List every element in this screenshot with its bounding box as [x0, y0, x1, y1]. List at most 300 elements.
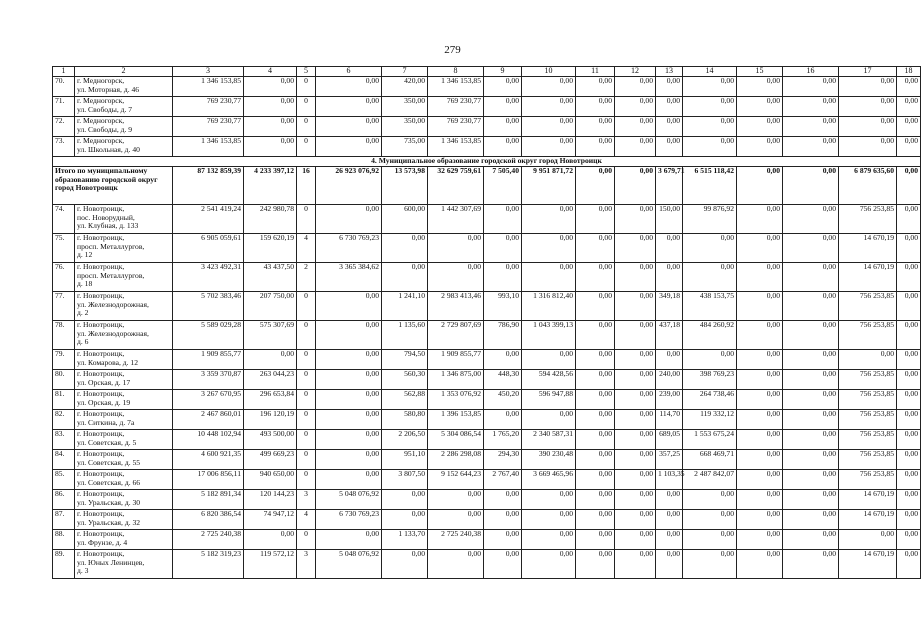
value-cell: 0,00	[897, 430, 921, 450]
value-cell: 17 006 856,11	[173, 470, 244, 490]
value-cell: 5 589 029,28	[173, 321, 244, 350]
value-cell: 2 983 413,46	[428, 292, 484, 321]
address-cell: г. Новотроицк, ул. Уральская, д. 32	[75, 510, 173, 530]
row-number: 79.	[53, 350, 75, 370]
value-cell: 993,10	[484, 292, 522, 321]
value-cell: 0,00	[897, 117, 921, 137]
value-cell: 0,00	[615, 430, 656, 450]
row-number: 70.	[53, 77, 75, 97]
column-header: 17	[839, 67, 897, 77]
value-cell: 0,00	[576, 550, 615, 579]
value-cell: 0,00	[897, 550, 921, 579]
value-cell: 0,00	[522, 97, 576, 117]
value-cell: 0,00	[428, 550, 484, 579]
value-cell: 0,00	[615, 470, 656, 490]
value-cell: 2 206,50	[382, 430, 428, 450]
address-cell: г. Новотроицк, ул. Комарова, д. 12	[75, 350, 173, 370]
value-cell: 0,00	[522, 550, 576, 579]
value-cell: 9 152 644,23	[428, 470, 484, 490]
value-cell: 4	[297, 234, 316, 263]
address-cell: г. Новотроицк, просп. Металлургов, д. 18	[75, 263, 173, 292]
value-cell: 119 332,12	[683, 410, 737, 430]
value-cell: 207 750,00	[244, 292, 297, 321]
value-cell: 0,00	[656, 77, 683, 97]
value-cell: 0,00	[737, 97, 783, 117]
value-cell: 0,00	[244, 117, 297, 137]
value-cell: 0,00	[615, 321, 656, 350]
value-cell: 14 670,19	[839, 234, 897, 263]
address-cell: г. Новотроицк, ул. Железнодорожная, д. 6	[75, 321, 173, 350]
value-cell: 0,00	[615, 350, 656, 370]
value-cell: 0,00	[737, 410, 783, 430]
value-cell: 0,00	[522, 137, 576, 157]
value-cell: 0,00	[783, 550, 839, 579]
value-cell: 6 730 769,23	[316, 510, 382, 530]
value-cell: 0	[297, 205, 316, 234]
value-cell: 0,00	[897, 205, 921, 234]
value-cell: 0,00	[484, 530, 522, 550]
value-cell: 0,00	[316, 97, 382, 117]
value-cell: 14 670,19	[839, 490, 897, 510]
value-cell: 1 133,70	[382, 530, 428, 550]
value-cell: 786,90	[484, 321, 522, 350]
value-cell: 756 253,85	[839, 321, 897, 350]
row-number: 89.	[53, 550, 75, 579]
column-header: 15	[737, 67, 783, 77]
value-cell: 0	[297, 350, 316, 370]
value-cell: 0,00	[484, 97, 522, 117]
address-cell: г. Новотроицк, ул. Юных Ленинцев, д. 3	[75, 550, 173, 579]
value-cell: 114,70	[656, 410, 683, 430]
value-cell: 0	[297, 77, 316, 97]
value-cell: 0,00	[839, 77, 897, 97]
row-number: 78.	[53, 321, 75, 350]
row-number: 83.	[53, 430, 75, 450]
column-header: 3	[173, 67, 244, 77]
value-cell: 0,00	[737, 205, 783, 234]
column-header: 13	[656, 67, 683, 77]
value-cell: 0,00	[522, 350, 576, 370]
value-cell: 0,00	[737, 292, 783, 321]
header-row	[53, 67, 921, 77]
value-cell: 0,00	[615, 292, 656, 321]
total-row	[53, 167, 921, 205]
value-cell: 0,00	[316, 390, 382, 410]
value-cell: 951,10	[382, 450, 428, 470]
value-cell: 0,00	[897, 97, 921, 117]
value-cell: 0,00	[783, 234, 839, 263]
register-table	[52, 66, 921, 579]
value-cell: 0,00	[897, 137, 921, 157]
value-cell: 0,00	[683, 350, 737, 370]
value-cell: 0,00	[522, 510, 576, 530]
address-cell: г. Новотроицк, ул. Уральская, д. 30	[75, 490, 173, 510]
value-cell: 4 600 921,35	[173, 450, 244, 470]
value-cell: 0,00	[522, 234, 576, 263]
value-cell: 0,00	[316, 205, 382, 234]
value-cell: 0,00	[656, 530, 683, 550]
value-cell: 350,00	[382, 117, 428, 137]
value-cell: 2 725 240,38	[173, 530, 244, 550]
value-cell: 562,88	[382, 390, 428, 410]
value-cell: 0,00	[656, 263, 683, 292]
value-cell: 159 620,19	[244, 234, 297, 263]
column-header: 6	[316, 67, 382, 77]
value-cell: 0,00	[316, 77, 382, 97]
value-cell: 0,00	[428, 510, 484, 530]
section-row	[53, 157, 921, 167]
value-cell: 0,00	[839, 117, 897, 137]
row-number: 72.	[53, 117, 75, 137]
total-value: 0,00	[576, 167, 615, 205]
value-cell: 0,00	[683, 550, 737, 579]
value-cell: 756 253,85	[839, 370, 897, 390]
value-cell: 0,00	[576, 530, 615, 550]
value-cell: 0,00	[576, 234, 615, 263]
value-cell: 0,00	[576, 263, 615, 292]
table-row	[53, 263, 921, 292]
value-cell: 756 253,85	[839, 430, 897, 450]
value-cell: 0,00	[737, 550, 783, 579]
value-cell: 3 365 384,62	[316, 263, 382, 292]
value-cell: 0,00	[897, 530, 921, 550]
value-cell: 99 876,92	[683, 205, 737, 234]
total-value: 3 679,71	[656, 167, 683, 205]
value-cell: 0,00	[615, 117, 656, 137]
value-cell: 0,00	[839, 137, 897, 157]
column-header: 10	[522, 67, 576, 77]
address-cell: г. Новотроицк, ул. Железнодорожная, д. 2	[75, 292, 173, 321]
value-cell: 0,00	[897, 350, 921, 370]
value-cell: 3	[297, 550, 316, 579]
value-cell: 0,00	[839, 350, 897, 370]
value-cell: 0	[297, 450, 316, 470]
value-cell: 1 043 399,13	[522, 321, 576, 350]
value-cell: 448,30	[484, 370, 522, 390]
value-cell: 0,00	[683, 490, 737, 510]
value-cell: 350,00	[382, 97, 428, 117]
value-cell: 0,00	[576, 292, 615, 321]
value-cell: 0,00	[316, 321, 382, 350]
value-cell: 0,00	[737, 390, 783, 410]
address-cell: г. Новотроицк, ул. Советская, д. 66	[75, 470, 173, 490]
value-cell: 0,00	[897, 510, 921, 530]
total-label: Итого по муниципальному образованию городской округ город Новотроицк	[53, 167, 173, 205]
value-cell: 484 260,92	[683, 321, 737, 350]
value-cell: 5 304 086,54	[428, 430, 484, 450]
value-cell: 0	[297, 321, 316, 350]
value-cell: 0,00	[737, 263, 783, 292]
total-value: 7 505,40	[484, 167, 522, 205]
value-cell: 0	[297, 430, 316, 450]
value-cell: 0,00	[316, 370, 382, 390]
value-cell: 1 316 812,40	[522, 292, 576, 321]
value-cell: 6 730 769,23	[316, 234, 382, 263]
value-cell: 2	[297, 263, 316, 292]
value-cell: 3	[297, 490, 316, 510]
value-cell: 0,00	[783, 263, 839, 292]
address-cell: г. Новотроицк, ул. Ситкина, д. 7а	[75, 410, 173, 430]
value-cell: 0,00	[576, 390, 615, 410]
value-cell: 0,00	[576, 490, 615, 510]
value-cell: 14 670,19	[839, 510, 897, 530]
value-cell: 0,00	[897, 234, 921, 263]
value-cell: 0,00	[737, 77, 783, 97]
value-cell: 0,00	[656, 137, 683, 157]
value-cell: 0	[297, 470, 316, 490]
value-cell: 14 670,19	[839, 263, 897, 292]
value-cell: 2 729 807,69	[428, 321, 484, 350]
table-row	[53, 510, 921, 530]
value-cell: 0,00	[484, 263, 522, 292]
value-cell: 0,00	[783, 292, 839, 321]
value-cell: 735,00	[382, 137, 428, 157]
value-cell: 769 230,77	[428, 97, 484, 117]
value-cell: 390 230,48	[522, 450, 576, 470]
value-cell: 0,00	[484, 490, 522, 510]
value-cell: 0,00	[576, 410, 615, 430]
total-value: 6 879 635,60	[839, 167, 897, 205]
value-cell: 0,00	[615, 530, 656, 550]
row-number: 77.	[53, 292, 75, 321]
value-cell: 0,00	[897, 370, 921, 390]
value-cell: 0,00	[683, 510, 737, 530]
table-row	[53, 370, 921, 390]
value-cell: 1 135,60	[382, 321, 428, 350]
total-value: 0,00	[737, 167, 783, 205]
value-cell: 1 241,10	[382, 292, 428, 321]
value-cell: 756 253,85	[839, 470, 897, 490]
value-cell: 0	[297, 370, 316, 390]
address-cell: г. Медногорск, ул. Свободы, д. 9	[75, 117, 173, 137]
value-cell: 0,00	[615, 234, 656, 263]
value-cell: 0,00	[737, 234, 783, 263]
total-value: 13 573,98	[382, 167, 428, 205]
row-number: 81.	[53, 390, 75, 410]
value-cell: 0,00	[576, 430, 615, 450]
value-cell: 4	[297, 510, 316, 530]
value-cell: 0,00	[576, 370, 615, 390]
value-cell: 0,00	[839, 530, 897, 550]
value-cell: 0,00	[897, 490, 921, 510]
value-cell: 1 553 675,24	[683, 430, 737, 450]
value-cell: 2 286 298,08	[428, 450, 484, 470]
table-row	[53, 137, 921, 157]
value-cell: 0,00	[656, 510, 683, 530]
value-cell: 119 572,12	[244, 550, 297, 579]
table-row	[53, 234, 921, 263]
value-cell: 0,00	[484, 350, 522, 370]
value-cell: 0,00	[737, 117, 783, 137]
value-cell: 0,00	[615, 137, 656, 157]
table-row	[53, 97, 921, 117]
value-cell: 0,00	[656, 350, 683, 370]
value-cell: 0,00	[576, 470, 615, 490]
value-cell: 14 670,19	[839, 550, 897, 579]
value-cell: 668 469,71	[683, 450, 737, 470]
value-cell: 499 669,23	[244, 450, 297, 470]
value-cell: 594 428,56	[522, 370, 576, 390]
value-cell: 74 947,12	[244, 510, 297, 530]
value-cell: 0,00	[656, 117, 683, 137]
value-cell: 560,30	[382, 370, 428, 390]
row-number: 84.	[53, 450, 75, 470]
value-cell: 0,00	[783, 530, 839, 550]
value-cell: 0,00	[244, 137, 297, 157]
column-header: 7	[382, 67, 428, 77]
value-cell: 0,00	[484, 550, 522, 579]
value-cell: 0,00	[737, 470, 783, 490]
value-cell: 0,00	[615, 390, 656, 410]
table-row	[53, 77, 921, 97]
table-row	[53, 321, 921, 350]
value-cell: 0,00	[783, 450, 839, 470]
value-cell: 0,00	[737, 510, 783, 530]
address-cell: г. Новотроицк, ул. Орская, д. 17	[75, 370, 173, 390]
value-cell: 10 448 102,94	[173, 430, 244, 450]
value-cell: 794,50	[382, 350, 428, 370]
value-cell: 600,00	[382, 205, 428, 234]
value-cell: 43 437,50	[244, 263, 297, 292]
value-cell: 0,00	[783, 470, 839, 490]
column-header: 9	[484, 67, 522, 77]
value-cell: 357,25	[656, 450, 683, 470]
value-cell: 420,00	[382, 77, 428, 97]
value-cell: 0,00	[783, 350, 839, 370]
value-cell: 0,00	[316, 410, 382, 430]
row-number: 80.	[53, 370, 75, 390]
value-cell: 0,00	[576, 450, 615, 470]
value-cell: 0,00	[244, 97, 297, 117]
value-cell: 0,00	[683, 263, 737, 292]
value-cell: 756 253,85	[839, 292, 897, 321]
value-cell: 0,00	[737, 450, 783, 470]
value-cell: 0,00	[615, 205, 656, 234]
row-number: 74.	[53, 205, 75, 234]
value-cell: 0,00	[737, 430, 783, 450]
row-number: 75.	[53, 234, 75, 263]
column-header: 5	[297, 67, 316, 77]
row-number: 87.	[53, 510, 75, 530]
value-cell: 0,00	[683, 117, 737, 137]
value-cell: 0,00	[576, 97, 615, 117]
value-cell: 5 182 891,34	[173, 490, 244, 510]
value-cell: 3 423 492,31	[173, 263, 244, 292]
value-cell: 0,00	[737, 137, 783, 157]
value-cell: 294,30	[484, 450, 522, 470]
table-row	[53, 410, 921, 430]
value-cell: 0,00	[484, 510, 522, 530]
value-cell: 1 765,20	[484, 430, 522, 450]
value-cell: 0,00	[522, 263, 576, 292]
value-cell: 3 359 370,87	[173, 370, 244, 390]
value-cell: 0,00	[522, 530, 576, 550]
value-cell: 0,00	[737, 350, 783, 370]
value-cell: 2 541 419,24	[173, 205, 244, 234]
value-cell: 0	[297, 410, 316, 430]
value-cell: 0,00	[484, 410, 522, 430]
table-row	[53, 490, 921, 510]
value-cell: 0,00	[783, 97, 839, 117]
value-cell: 0,00	[316, 292, 382, 321]
column-header: 14	[683, 67, 737, 77]
value-cell: 0,00	[897, 470, 921, 490]
address-cell: г. Новотроицк, ул. Орская, д. 19	[75, 390, 173, 410]
value-cell: 0,00	[244, 350, 297, 370]
value-cell: 5 182 319,23	[173, 550, 244, 579]
value-cell: 437,18	[656, 321, 683, 350]
value-cell: 689,05	[656, 430, 683, 450]
value-cell: 6 905 059,61	[173, 234, 244, 263]
table-row	[53, 450, 921, 470]
value-cell: 240,00	[656, 370, 683, 390]
table-row	[53, 350, 921, 370]
value-cell: 756 253,85	[839, 205, 897, 234]
row-number: 85.	[53, 470, 75, 490]
value-cell: 0,00	[428, 263, 484, 292]
value-cell: 0,00	[683, 97, 737, 117]
value-cell: 398 769,23	[683, 370, 737, 390]
value-cell: 0	[297, 137, 316, 157]
address-cell: г. Новотроицк, ул. Советская, д. 55	[75, 450, 173, 470]
value-cell: 0,00	[683, 234, 737, 263]
address-cell: г. Новотроицк, пос. Новорудный, ул. Клубная, д. 133	[75, 205, 173, 234]
value-cell: 0,00	[576, 350, 615, 370]
row-number: 71.	[53, 97, 75, 117]
value-cell: 0,00	[428, 234, 484, 263]
value-cell: 0,00	[897, 321, 921, 350]
total-value: 87 132 859,39	[173, 167, 244, 205]
value-cell: 1 909 855,77	[173, 350, 244, 370]
value-cell: 3 267 670,95	[173, 390, 244, 410]
value-cell: 0,00	[615, 510, 656, 530]
column-header: 16	[783, 67, 839, 77]
value-cell: 580,80	[382, 410, 428, 430]
value-cell: 2 725 240,38	[428, 530, 484, 550]
value-cell: 0	[297, 530, 316, 550]
column-header: 8	[428, 67, 484, 77]
value-cell: 0,00	[615, 550, 656, 579]
total-value: 0,00	[897, 167, 921, 205]
value-cell: 0,00	[737, 370, 783, 390]
value-cell: 0,00	[428, 490, 484, 510]
value-cell: 0,00	[484, 77, 522, 97]
value-cell: 0,00	[615, 450, 656, 470]
value-cell: 0,00	[522, 77, 576, 97]
value-cell: 0	[297, 97, 316, 117]
value-cell: 120 144,23	[244, 490, 297, 510]
section-title: 4. Муниципальное образование городской округ город Новотроицк	[53, 157, 921, 167]
value-cell: 0,00	[576, 510, 615, 530]
value-cell: 0,00	[576, 205, 615, 234]
value-cell: 940 650,00	[244, 470, 297, 490]
value-cell: 0,00	[484, 117, 522, 137]
value-cell: 5 048 076,92	[316, 490, 382, 510]
column-header: 12	[615, 67, 656, 77]
value-cell: 0,00	[783, 137, 839, 157]
value-cell: 0,00	[382, 490, 428, 510]
total-value: 16	[297, 167, 316, 205]
value-cell: 0,00	[783, 410, 839, 430]
total-value: 9 951 871,72	[522, 167, 576, 205]
value-cell: 769 230,77	[173, 117, 244, 137]
value-cell: 0,00	[576, 117, 615, 137]
value-cell: 0,00	[783, 370, 839, 390]
value-cell: 150,00	[656, 205, 683, 234]
value-cell: 438 153,75	[683, 292, 737, 321]
value-cell: 1 396 153,85	[428, 410, 484, 430]
value-cell: 3 807,50	[382, 470, 428, 490]
